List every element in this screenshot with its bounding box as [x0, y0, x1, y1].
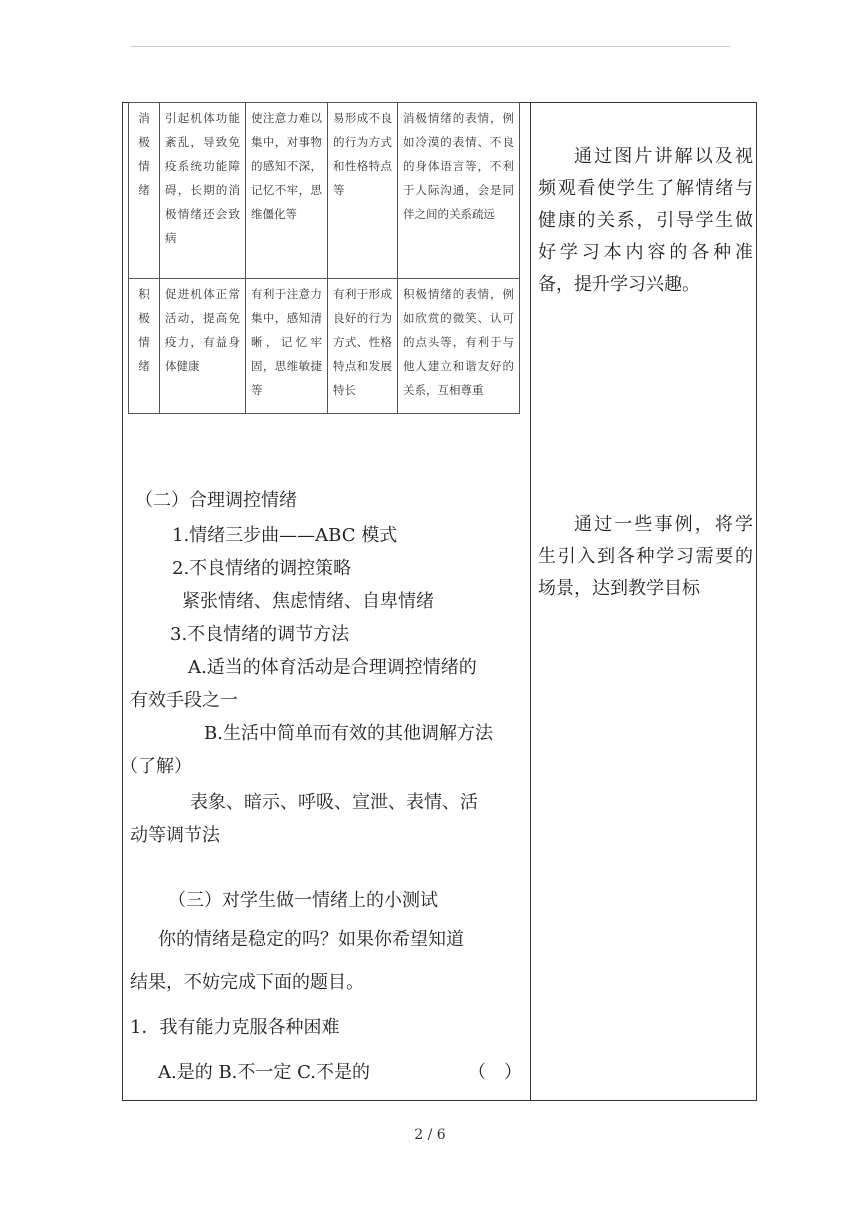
section-2-title: （二）合理调控情绪: [135, 490, 297, 511]
quiz-intro-line1: 你的情绪是稳定的吗？如果你希望知道: [158, 929, 464, 950]
cell-physiology: 促进机体正常活动，提高免疫力，有益身体健康: [160, 279, 246, 414]
method-b-line2: （了解）: [120, 756, 192, 777]
method-b-detail-line2: 动等调节法: [130, 825, 220, 846]
method-b-line1: B.生活中简单而有效的其他调解方法: [204, 723, 493, 744]
step-2: 2.不良情绪的调控策略: [172, 558, 352, 579]
quiz-answer-blank: （ ）: [468, 1062, 522, 1083]
cell-social: 积极情绪的表情，例如欣赏的微笑、认可的点头等，有利于与他人建立和谐友好的关系，互相尊重: [398, 279, 520, 414]
table-row-positive: [129, 279, 520, 414]
cell-cognition: 有利于注意力集中，感知清晰，记忆牢固，思维敏捷等: [246, 279, 328, 414]
cell-cognition: 使注意力难以集中，对事物的感知不深，记忆不牢，思维僵化等: [246, 103, 328, 279]
column-divider: [530, 103, 531, 1100]
cell-behavior: 有利于形成良好的行为方式、性格特点和发展特长: [328, 279, 398, 414]
teaching-note-2: 通过一些事例，将学生引入到各种学习需要的场景，达到教学目标: [538, 514, 753, 599]
header-rule: [130, 46, 730, 47]
method-b-detail-line1: 表象、暗示、呼吸、宣泄、表情、活: [190, 792, 478, 813]
cell-social: 消极情绪的表情，例如冷漠的表情、不良的身体语言等，不利于人际沟通，会是同伴之间的关系疏远: [398, 103, 520, 279]
step-1: 1.情绪三步曲——ABC 模式: [172, 525, 398, 546]
table-row-negative: [129, 103, 520, 279]
emotion-comparison-table: [128, 102, 520, 414]
method-a-line1: A.适当的体育活动是合理调控情绪的: [188, 657, 477, 678]
step-3: 3.不良情绪的调节方法: [170, 624, 350, 645]
quiz-question-1-options: A.是的 B.不一定 C.不是的: [158, 1062, 370, 1083]
cell-emotion-type: 消极情绪: [129, 103, 160, 279]
teaching-note-1: 通过图片讲解以及视频观看使学生了解情绪与健康的关系，引导学生做好学习本内容的各种准备，提升学习兴趣。: [538, 146, 753, 295]
quiz-intro-line2: 结果，不妨完成下面的题目。: [130, 972, 364, 993]
section-3-title: （三）对学生做一情绪上的小测试: [168, 890, 438, 911]
cell-physiology: 引起机体功能紊乱，导致免疫系统功能障碍，长期的消极情绪还会致病: [160, 103, 246, 279]
cell-emotion-type: 积极情绪: [129, 279, 160, 414]
page-number: 2 / 6: [414, 1127, 446, 1143]
cell-behavior: 易形成不良的行为方式和性格特点等: [328, 103, 398, 279]
quiz-question-1: 1．我有能力克服各种困难: [130, 1017, 340, 1038]
method-a-line2: 有效手段之一: [130, 690, 238, 711]
step-2-detail: 紧张情绪、焦虑情绪、自卑情绪: [182, 591, 434, 612]
